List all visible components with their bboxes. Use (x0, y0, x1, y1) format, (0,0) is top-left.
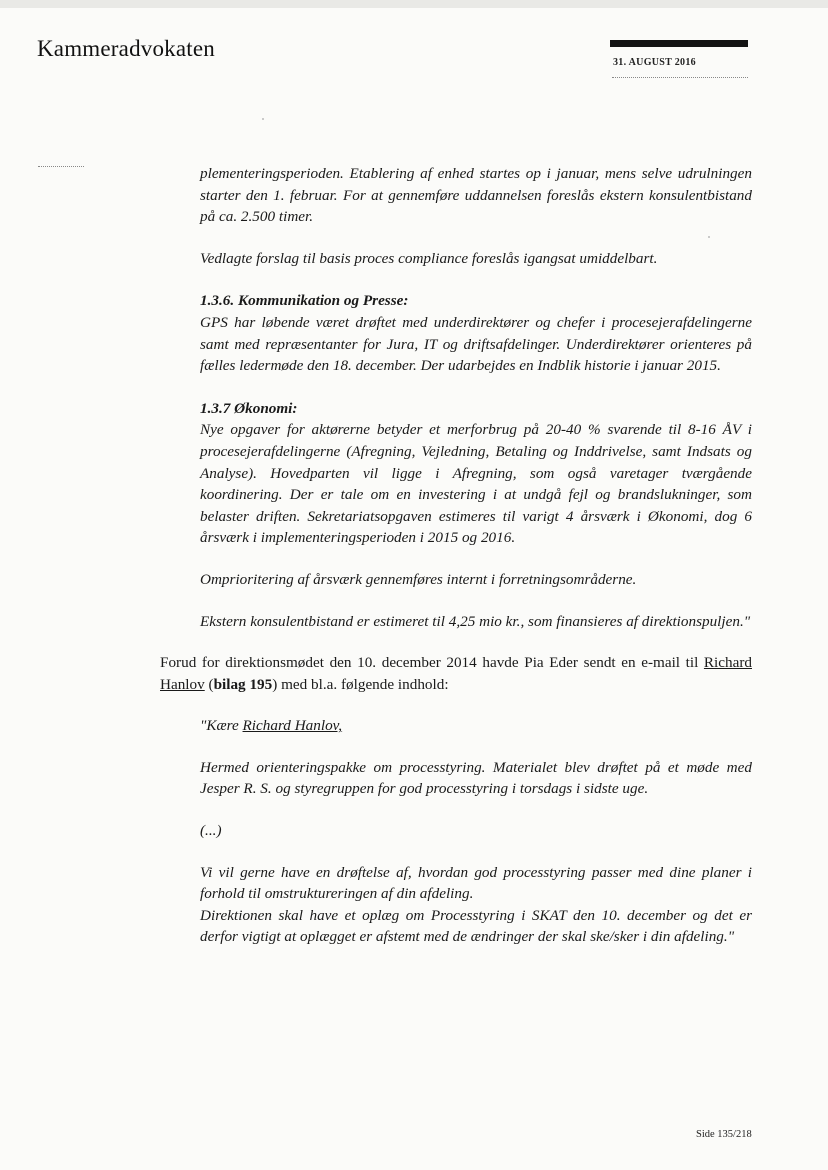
paragraph: plementeringsperioden. Etablering af enhed startes op i januar, mens selve udrulningen starter den 1. februar. For at gennemføre uddannelsen foreslås ekstern konsulentbistand på ca. 2.500 timer. (200, 165, 752, 226)
paragraph: Hermed orienteringspakke om processtyring. Materialet blev drøftet på et møde med Jesper R. S. og styregruppen for god processtyring i torsdags i sidste uge. (200, 758, 752, 798)
ellipsis: (...) (200, 822, 222, 840)
section-heading: 1.3.6. Kommunikation og Presse: (200, 292, 409, 310)
margin-mark (38, 166, 84, 167)
brand-title: Kammeradvokaten (37, 36, 215, 61)
quoted-section-2 (160, 715, 752, 948)
paragraph: Nye opgaver for aktørerne betyder et merforbrug på 20-40 % svarende til 8-16 ÅV i procesejerafdelingerne (Afregning, Vejledning, Betaling og Inddrivelse, samt Indsats og Analyse). Hovedparten vil ligge i Afregning, som også varetager tværgående koordinering. Der er tale om en investering i at undgå fejl og brandslukninger, som belaster driften. Sekretariatsopgaven estimeres til varigt 4 årsværk i Økonomi, dog 6 årsværk i implementeringsperioden i 2015 og 2016. (200, 421, 752, 547)
greeting-name: Richard Hanlov, (242, 717, 343, 735)
section-heading: 1.3.7 Økonomi: (200, 399, 298, 417)
page-number: Side 135/218 (696, 1129, 752, 1140)
body-text: Forud for direktionsmødet den 10. december 2014 havde Pia Eder sendt en e-mail til (160, 654, 704, 672)
paragraph: Direktionen skal have et oplæg om Processtyring i SKAT den 10. december og det er derfor vigtigt at oplægget er afstemt med de ændringer der skal ske/sker i din afdeling." (200, 906, 752, 946)
paragraph: Vi vil gerne have en drøftelse af, hvordan god processtyring passer med dine planer i forhold til omstruktureringen af din afdeling. (200, 863, 752, 903)
person-link: Richard Hanlov (160, 654, 752, 693)
greeting (200, 715, 752, 737)
paragraph: GPS har løbende været drøftet med underdirektører og chefer i procesejerafdelingerne samt med repræsentanter for Jura, IT og driftsafdelinger. Underdirektører orienteres på fælles ledermøde den 18. december. Der udarbejdes en Indblik historie i januar 2015. (200, 313, 752, 375)
greeting-text: "Kære (200, 717, 243, 735)
date-divider (612, 77, 748, 78)
header-date: 31. AUGUST 2016 (613, 57, 696, 68)
quoted-section-1 (160, 163, 752, 632)
bilag-reference: bilag 195 (213, 675, 273, 693)
body-text: ) med bl.a. følgende indhold: (272, 675, 449, 693)
paragraph: Ekstern konsulentbistand er estimeret til 4,25 mio kr., som finansieres af direktionspuljen." (200, 612, 751, 630)
body-paragraph (160, 652, 752, 695)
paragraph: Omprioritering af årsværk gennemføres internt i forretningsområderne. (200, 570, 637, 588)
scan-speck (708, 236, 710, 238)
scan-speck (262, 118, 264, 120)
scan-edge (0, 0, 828, 8)
body-text: ( (204, 675, 214, 693)
date-bar (610, 40, 748, 47)
page-content (160, 163, 752, 948)
paragraph: Vedlagte forslag til basis proces compliance foreslås igangsat umiddelbart. (200, 249, 658, 267)
